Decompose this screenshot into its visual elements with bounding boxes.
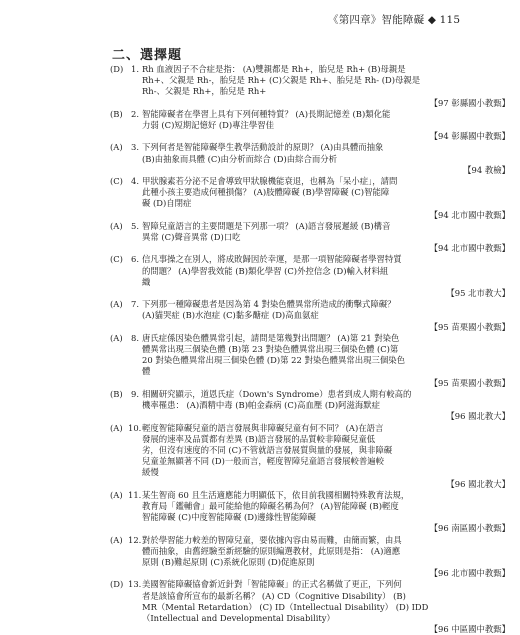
- question-line: 對於學習能力較差的智障兒童，要依據內容由易而難，由簡而繁，由具: [142, 534, 402, 545]
- question-line: (B)由抽象而具體 (C)由分析而綜合 (D)由綜合而分析: [142, 153, 337, 164]
- question-text: [142, 64, 510, 109]
- exam-source: 【95 苗栗國小教甄】: [429, 321, 510, 332]
- answer-key: (D): [110, 579, 124, 590]
- question-number: 6.: [131, 254, 139, 265]
- question-line: 下列那一種障礙患者是因為第 4 對染色體異常所造成的衝擊式障礙？: [142, 299, 396, 310]
- question-number: 9.: [131, 388, 139, 399]
- question-line: 原則 (B)難起原則 (C)系統化原則 (D)促進原則: [142, 556, 315, 567]
- question-number: 7.: [131, 299, 139, 310]
- exam-source: 【96 南區國小教甄】: [429, 523, 510, 534]
- answer-key: (A): [110, 220, 123, 231]
- answer-key: (C): [110, 254, 123, 265]
- page-header: 《第四章》智能障礙 ◆ 115: [328, 14, 461, 26]
- question-item: [110, 109, 510, 143]
- question-number: 12.: [128, 534, 142, 545]
- answer-key: (A): [110, 299, 123, 310]
- question-line: Rh-、父親是 Rh+，胎兒是 Rh+: [142, 86, 267, 97]
- question-item: [110, 142, 510, 176]
- question-line: 教育局「鑑輔會」最可能給他的障礙名稱為何？ (A)智能障礙 (B)輕度: [142, 500, 399, 511]
- question-line: 美國智能障礙協會新近針對「智能障礙」的正式名稱做了更正，下列何: [142, 579, 402, 590]
- question-line: 礙 (D)自閉症: [142, 198, 192, 209]
- answer-key: (C): [110, 176, 123, 187]
- question-number: 13.: [128, 579, 142, 590]
- question-item: [110, 254, 510, 299]
- question-number: 3.: [131, 142, 139, 153]
- exam-source: 【96 國北教大】: [446, 411, 510, 422]
- question-line: Rh+、父親是 Rh-，胎兒是 Rh+ (C)父親是 Rh+、胎兒是 Rh- (D)母親是: [142, 75, 421, 86]
- question-list: [110, 64, 510, 635]
- question-line: 20 對染色體異常出現三個染色體 (D)第 22 對染色體異常出現三個染色: [142, 355, 405, 366]
- question-text: [142, 333, 510, 389]
- question-line: 體異常出現三個染色體 (B)第 23 對染色體異常出現三個染色體 (C)第: [142, 344, 399, 355]
- exam-source: 【94 教檢】: [463, 164, 510, 175]
- question-item: [110, 176, 510, 221]
- answer-key: (A): [110, 534, 123, 545]
- question-text: [142, 221, 510, 255]
- section-title: 二、選擇題: [112, 48, 183, 63]
- exam-source: 【94 北市國中教甄】: [429, 209, 510, 220]
- question-text: [142, 299, 510, 333]
- question-number: 1.: [131, 64, 139, 74]
- answer-key: (A): [110, 422, 123, 433]
- question-line: 唐氏症係因染色體異常引起，請問是第幾對出問題？ (A)第 21 對染色: [142, 332, 400, 343]
- question-line: 兒童並無顯著不同 (D)一般而言，輕度智障兒童語言發展較普遍較: [142, 456, 385, 467]
- question-line: 相關研究顯示，道恩氏症（Down's Syndrome）患者到成人期有較高的: [142, 388, 412, 399]
- question-line: MR（Mental Retardation） (C) ID（Intellectual Disability） (D) IDD: [142, 601, 429, 612]
- question-item: [110, 389, 510, 423]
- question-number: 8.: [131, 332, 139, 343]
- question-line: 智能障礙 (C)中度智能障礙 (D)邊緣性智能障礙: [142, 512, 316, 523]
- exam-source: 【96 國北教大】: [446, 478, 510, 489]
- question-text: [142, 109, 510, 143]
- question-line: Rh 血液因子不合症是指： (A)雙親都是 Rh+，胎兒是 Rh+ (B)母親是: [142, 64, 406, 74]
- exam-source: 【97 彰縣國小教甄】: [429, 97, 510, 108]
- exam-source: 【94 彰縣國中教甄】: [429, 131, 510, 142]
- exam-source: 【94 北市國中教甄】: [429, 243, 510, 254]
- exam-source: 【95 苗栗國小教甄】: [429, 377, 510, 388]
- answer-key: (B): [110, 108, 123, 119]
- question-number: 10.: [128, 422, 142, 433]
- question-line: 機率罹患： (A)酒精中毒 (B)帕金森病 (C)高血壓 (D)阿滋海默症: [142, 400, 380, 411]
- question-item: [110, 333, 510, 389]
- question-line: 智能障礙者在學習上具有下列何種特質？ (A)長期記憶差 (B)類化能: [142, 108, 391, 119]
- question-line: 體: [142, 366, 151, 377]
- question-line: 劣，但沒有速度的不同 (C)不管就語言發展質與量的發展，與非障礙: [142, 444, 393, 455]
- answer-key: (D): [110, 64, 124, 74]
- question-item: [110, 579, 510, 635]
- question-text: [142, 490, 510, 535]
- question-text: [142, 142, 510, 176]
- question-text: [142, 579, 510, 635]
- question-text: [142, 423, 510, 490]
- answer-key: (A): [110, 489, 123, 500]
- question-text: [142, 389, 510, 423]
- exam-source: 【96 北市國中教甄】: [429, 568, 510, 579]
- question-line: 甲狀腺素若分泌不足會導致甲狀腺機能衰退，也稱為「呆小症」，請問: [142, 176, 398, 187]
- question-line: 織: [142, 276, 151, 287]
- question-line: 輕度智能障礙兒童的語言發展與非障礙兒童有何不同？ (A)在語言: [142, 422, 384, 433]
- question-line: 力弱 (C)短期記憶好 (D)專注學習佳: [142, 120, 275, 131]
- question-number: 5.: [131, 220, 139, 231]
- question-line: 此種小孩主要造成何種損傷？ (A)肢體障礙 (B)學習障礙 (C)智能障: [142, 187, 390, 198]
- question-line: 緩慢: [142, 467, 159, 478]
- question-line: 某生智商 60 且生活適應能力明顯低下，依目前我國相關特殊教育法規，: [142, 489, 410, 500]
- question-item: [110, 535, 510, 580]
- exam-source: 【96 中區國中教甄】: [429, 624, 510, 635]
- answer-key: (A): [110, 332, 123, 343]
- question-item: [110, 299, 510, 333]
- question-item: [110, 221, 510, 255]
- question-item: [110, 423, 510, 490]
- question-line: 智障兒童語言的主要問題是下列那一項？ (A)語言發展遲緩 (B)構音: [142, 220, 391, 231]
- question-item: [110, 490, 510, 535]
- question-line: 的問題？ (A)學習我效能 (B)類化學習 (C)外控信念 (D)輸入材料組: [142, 265, 389, 276]
- question-text: [142, 535, 510, 580]
- answer-key: (B): [110, 388, 123, 399]
- question-number: 2.: [131, 108, 139, 119]
- exam-source: 【95 北市教大】: [446, 288, 510, 299]
- question-line: 發展的速率及品質都有差異 (B)語言發展的品質較非障礙兒童低: [142, 433, 376, 444]
- answer-key: (A): [110, 142, 123, 153]
- question-number: 4.: [131, 176, 139, 187]
- question-text: [142, 254, 510, 299]
- question-line: 信凡事操之在別人，將成敗歸因於幸運，是那一項智能障礙者學習特質: [142, 254, 402, 265]
- question-line: (A)貓哭症 (B)水泡症 (C)黏多醣症 (D)高血氨症: [142, 310, 319, 321]
- question-line: 下列何者是智能障礙學生教學活動設計的原則？ (A)由具體而抽象: [142, 142, 384, 153]
- question-number: 11.: [128, 489, 142, 500]
- question-line: 體而抽象，由舊經驗至新經驗的原則編選教材，此原則是指： (A)適應: [142, 545, 401, 556]
- question-item: [110, 64, 510, 109]
- question-line: （Intellectual and Developmental Disability）: [142, 612, 335, 623]
- question-line: 異常 (C)聲音異常 (D)口吃: [142, 232, 241, 243]
- question-line: 者是該協會所宣布的最新名稱？ (A) CD（Cognitive Disability） (B): [142, 590, 406, 601]
- question-text: [142, 176, 510, 221]
